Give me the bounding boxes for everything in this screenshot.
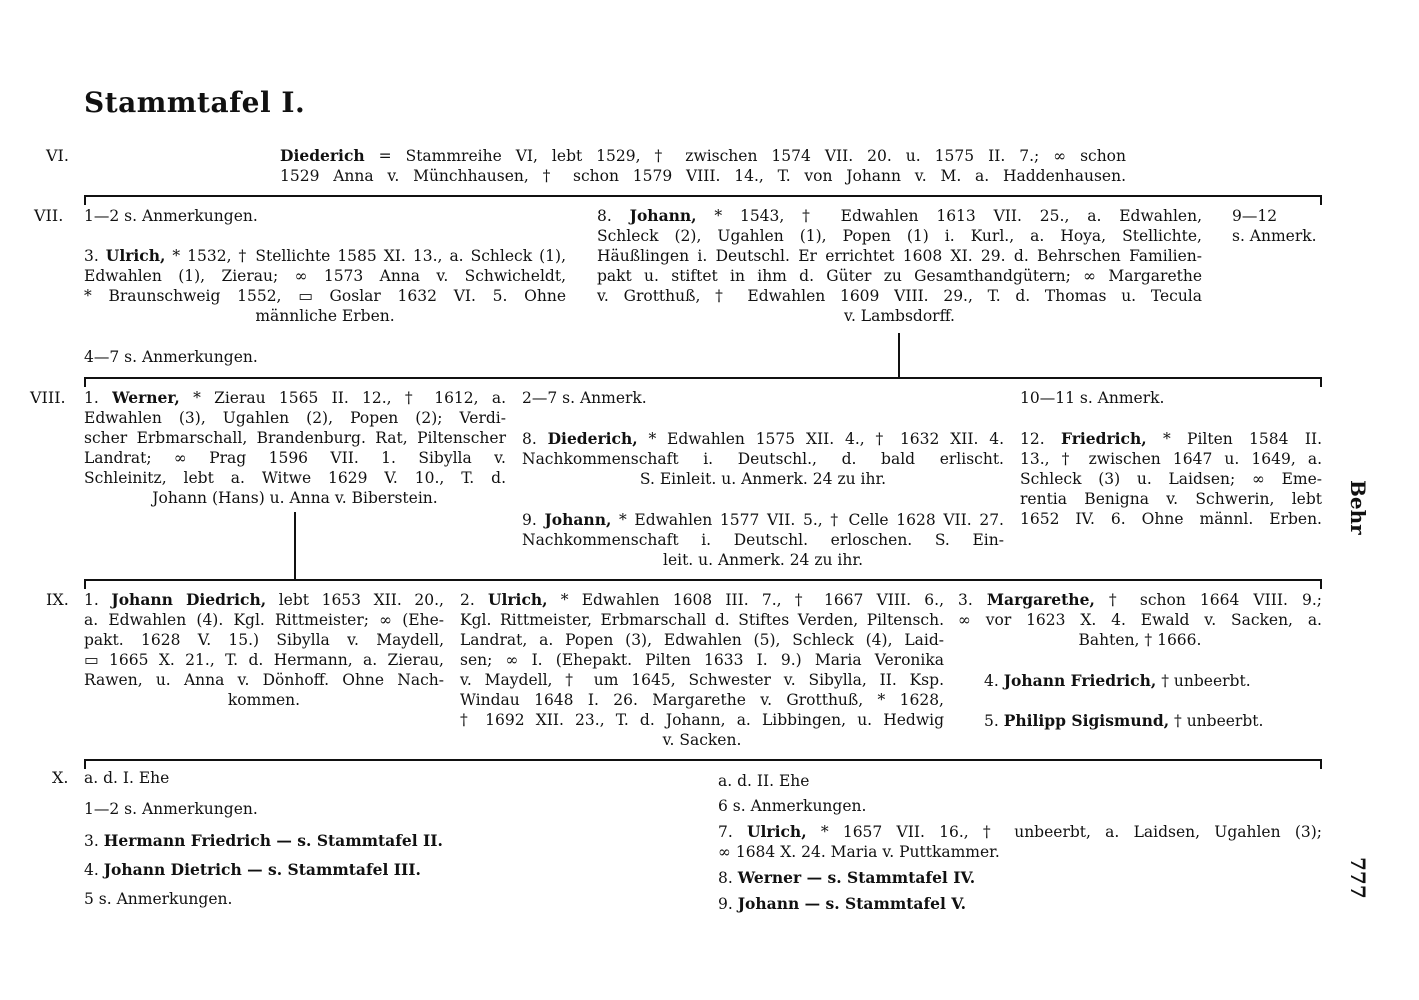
person-name: Ulrich, bbox=[747, 822, 807, 841]
entry-x-werner: 8. Werner — s. Stammtafel IV. bbox=[718, 868, 976, 887]
person-name: Hermann Friedrich — s. Stammtafel II. bbox=[103, 831, 443, 850]
entry-vii-ulrich: 3. Ulrich, * 1532, † Stellichte 1585 XI. 13., a. Schleck (1), Edwahlen (1), Zierau; ∞ 1573 Anna v. Schwicheldt, * Braunschweig 1552, ▭ Goslar 1632 VI. 5. Ohne männliche Erben. bbox=[84, 246, 566, 325]
descent-line bbox=[898, 333, 900, 377]
entry-ix-margarethe: 3. Margarethe, † schon 1664 VIII. 9.; ∞ vor 1623 X. 4. Ewald v. Sacken, a. Bahten, † 1666. bbox=[958, 590, 1323, 649]
bracket-end bbox=[1320, 759, 1322, 769]
entry-viii-johann: 9. Johann, * Edwahlen 1577 VII. 5., † Celle 1628 VII. 27. Nachkommenschaft i. Deutschl. erloschen. S. Ein- leit. u. Anmerk. 24 zu ihr. bbox=[522, 510, 1004, 569]
person-name: Johann Dietrich — s. Stammtafel III. bbox=[103, 860, 421, 879]
entry-ix-johann-friedrich: 4. Johann Friedrich, † unbeerbt. bbox=[984, 671, 1251, 690]
bracket-end bbox=[1320, 195, 1322, 205]
x-second-marriage-heading: a. d. II. Ehe bbox=[718, 772, 810, 790]
page-number: 777 bbox=[1346, 857, 1370, 899]
page-title: Stammtafel I. bbox=[84, 86, 306, 119]
x-first-marriage-heading: a. d. I. Ehe bbox=[84, 769, 170, 787]
entry-vi-diederich bbox=[280, 146, 1126, 186]
bracket-end bbox=[1320, 579, 1322, 589]
person-name: Werner, bbox=[112, 388, 180, 407]
generation-bracket-vii bbox=[84, 195, 1322, 197]
entry-vii-johann: 8. Johann, * 1543, † Edwahlen 1613 VII. 25., a. Edwahlen, Schleck (2), Ugahlen (1), Popen (1) i. Kurl., a. Hoya, Stellichte, Häußlingen i. Deutschl. Er errichtet 1608 XI. 29. d. Behrschen Familien- pakt u. stiftet in ihm d. Güter zu Gesamthandgütern; ∞ Margarethe v. Grotthuß, † Edwahlen 1609 VIII. 29., T. d. Thomas u. Tecula v. Lambsdorff. bbox=[597, 206, 1202, 325]
entry-ix-philipp-sigismund: 5. Philipp Sigismund, † unbeerbt. bbox=[984, 711, 1264, 730]
generation-label-vi: VI. bbox=[46, 146, 69, 165]
family-name-margin: Behr bbox=[1346, 480, 1370, 535]
notes-vii-1-2: 1—2 s. Anmerkungen. bbox=[84, 207, 258, 225]
person-name: Diederich bbox=[280, 146, 365, 165]
notes-x-1-2: 1—2 s. Anmerkungen. bbox=[84, 800, 258, 818]
notes-viii-2-7: 2—7 s. Anmerk. bbox=[522, 389, 647, 407]
generation-bracket-ix bbox=[84, 579, 1322, 581]
person-name: Philipp Sigismund, bbox=[1003, 711, 1170, 730]
descent-line bbox=[294, 512, 296, 579]
person-name: Ulrich, bbox=[105, 246, 166, 265]
notes-x-6: 6 s. Anmerkungen. bbox=[718, 797, 867, 815]
notes-vii-9-12: 9—12 s. Anmerk. bbox=[1232, 207, 1317, 245]
generation-label-viii: VIII. bbox=[30, 388, 66, 407]
person-name: Werner — s. Stammtafel IV. bbox=[737, 868, 976, 887]
bracket-end bbox=[84, 195, 86, 205]
person-name: Johann Friedrich, bbox=[1003, 671, 1157, 690]
person-name: Diederich, bbox=[547, 429, 638, 448]
person-name: Friedrich, bbox=[1060, 429, 1147, 448]
person-name: Margarethe, bbox=[986, 590, 1095, 609]
entry-text: = Stammreihe VI, lebt 1529, † zwischen 1574 VII. 20. u. 1575 II. 7.; ∞ schon bbox=[364, 147, 1126, 165]
entry-text: 1529 Anna v. Münchhausen, † schon 1579 VIII. 14., T. von Johann v. M. a. Haddenhausen. bbox=[280, 167, 1126, 185]
generation-label-ix: IX. bbox=[46, 590, 69, 609]
generation-label-vii: VII. bbox=[34, 206, 64, 225]
notes-viii-10-11: 10—11 s. Anmerk. bbox=[1020, 389, 1165, 407]
entry-x-johann: 9. Johann — s. Stammtafel V. bbox=[718, 894, 966, 913]
bracket-end bbox=[84, 377, 86, 387]
entry-viii-friedrich: 12. Friedrich, * Pilten 1584 II. 13., † zwischen 1647 u. 1649, a. Schleck (3) u. Laidsen; ∞ Eme- rentia Benigna v. Schwerin, lebt 1652 IV. 6. Ohne männl. Erben. bbox=[1020, 429, 1322, 528]
generation-label-x: X. bbox=[52, 768, 69, 787]
entry-viii-werner: 1. Werner, * Zierau 1565 II. 12., † 1612, a. Edwahlen (3), Ugahlen (2), Popen (2); Verdi- scher Erbmarschall, Brandenburg. Rat, Piltenscher Landrat; ∞ Prag 1596 VII. 1. Sibylla v. Schleinitz, lebt a. Witwe 1629 V. 10., T. d. Johann (Hans) u. Anna v. Biberstein. bbox=[84, 388, 507, 507]
notes-vii-4-7: 4—7 s. Anmerkungen. bbox=[84, 348, 258, 366]
person-name: Ulrich, bbox=[487, 590, 548, 609]
person-name: Johann — s. Stammtafel V. bbox=[737, 894, 966, 913]
generation-bracket-viii bbox=[84, 377, 1322, 379]
bracket-end bbox=[84, 579, 86, 589]
entry-ix-ulrich: 2. Ulrich, * Edwahlen 1608 III. 7., † 1667 VIII. 6., Kgl. Rittmeister, Erbmarschall d. Stiftes Verden, Piltensch. Landrat, a. Popen (3), Edwahlen (5), Schleck (4), Laid- sen; ∞ I. (Ehepakt. Pilten 1633 I. 9.) Maria Veronika v. Maydell, † um 1645, Schwester v. Sibylla, II. Ksp. Windau 1648 I. 26. Margarethe v. Grotthuß, * 1628, † 1692 XII. 23., T. d. Johann, a. Libbingen, u. Hedwig v. Sacken. bbox=[460, 590, 944, 749]
person-name: Johann, bbox=[544, 510, 612, 529]
person-name: Johann, bbox=[629, 206, 697, 225]
entry-x-johann-dietrich: 4. Johann Dietrich — s. Stammtafel III. bbox=[84, 860, 421, 879]
generation-bracket-x bbox=[84, 759, 1322, 761]
notes-x-5: 5 s. Anmerkungen. bbox=[84, 890, 233, 908]
entry-x-hermann-friedrich: 3. Hermann Friedrich — s. Stammtafel II. bbox=[84, 831, 443, 850]
bracket-end bbox=[1320, 377, 1322, 387]
person-name: Johann Diedrich, bbox=[111, 590, 267, 609]
entry-viii-diederich: 8. Diederich, * Edwahlen 1575 XII. 4., † 1632 XII. 4. Nachkommenschaft i. Deutschl., d. bald erlischt. S. Einleit. u. Anmerk. 24 zu ihr. bbox=[522, 429, 1005, 488]
entry-ix-johann-diedrich: 1. Johann Diedrich, lebt 1653 XII. 20., a. Edwahlen (4). Kgl. Rittmeister; ∞ (Ehe- pakt. 1628 V. 15.) Sibylla v. Maydell, ▭ 1665 X. 21., T. d. Hermann, a. Zierau, Rawen, u. Anna v. Dönhoff. Ohne Nach- kommen. bbox=[84, 590, 444, 709]
entry-x-ulrich: 7. Ulrich, * 1657 VII. 16., † unbeerbt, a. Laidsen, Ugahlen (3); ∞ 1684 X. 24. Maria v. Puttkammer. bbox=[718, 822, 1323, 861]
